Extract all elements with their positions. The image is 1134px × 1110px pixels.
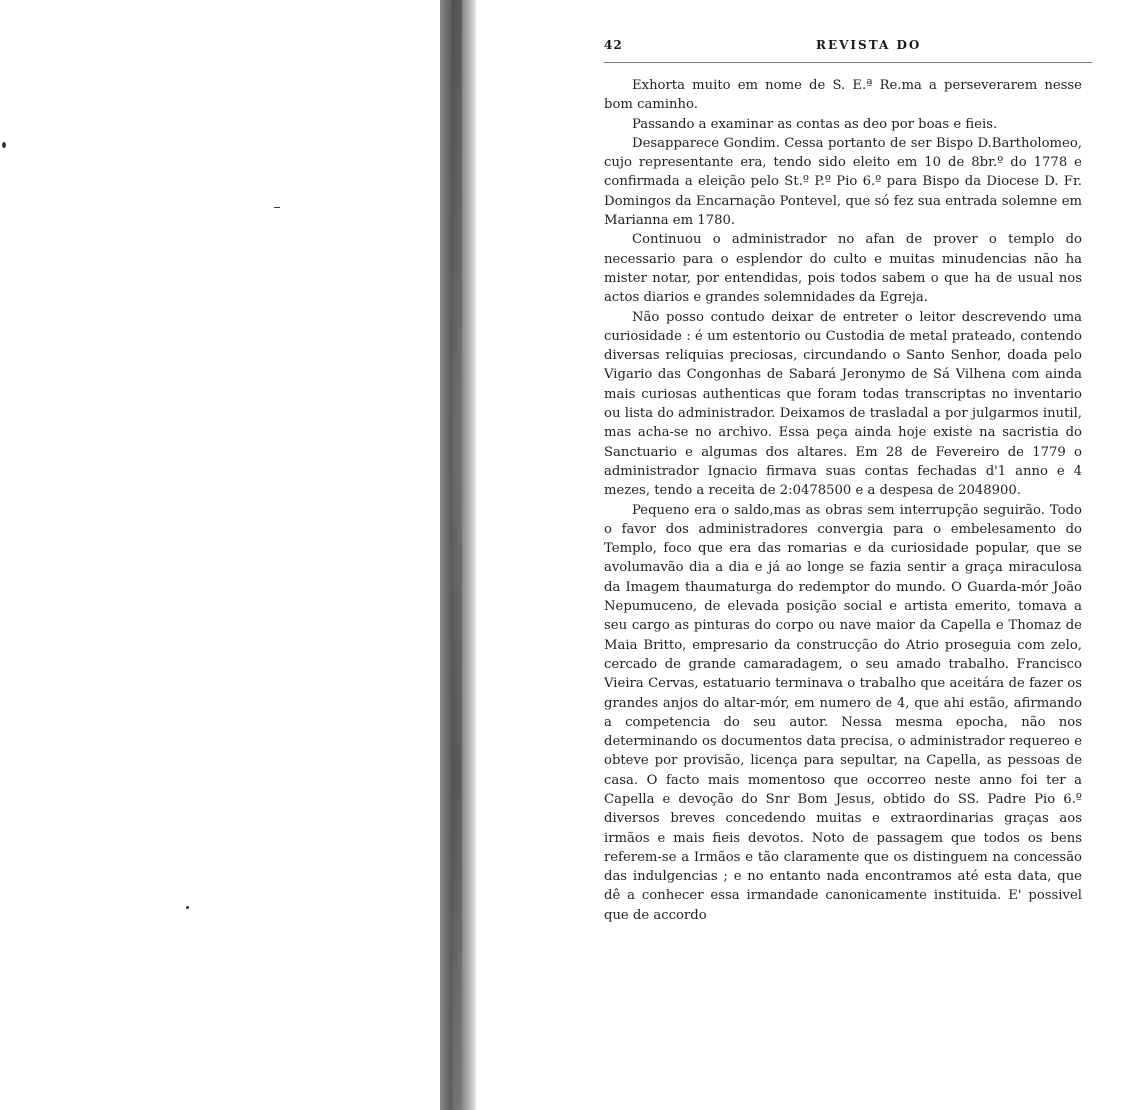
gutter-shadow <box>452 0 462 1110</box>
page-number: 42 <box>604 38 623 52</box>
paragraph: Passando a examinar as contas as deo por boas e fieis. <box>632 116 998 132</box>
paragraph: Desapparece Gondim. Cessa portanto de ser Bispo D.Bartholomeo, cujo representante era, tendo sido eleito em 10 de 8br.º do 1778 e confirmada a eleição pelo St.º P.º Pio 6.º para Bispo da Diocese D. Fr. Domingos da Encarnação Pontevel, que só fez sua entrada solemne em Marianna em 1780. <box>604 135 1082 229</box>
header-rule <box>604 62 1092 63</box>
printed-page <box>476 0 1134 1110</box>
journal-title: REVISTA DO <box>816 38 922 52</box>
paragraph: Não posso contudo deixar de entreter o leitor descrevendo uma curiosidade : é um estentorio ou Custodia de metal prateado, contendo diversas reliquias preciosas, circundando o Santo Senhor, doada pelo Vigario das Congonhas de Sabará Jeronymo de Sá Vilhena com ainda mais curiosas authenticas que foram todas transcriptas no inventario ou lista do administrador. Deixamos de trasladal a por julgarmos inutil, mas acha-se no archivo. Essa peça ainda hoje existe na sacristia do Sanctuario e algumas dos altares. Em 28 de Fevereiro de 1779 o administrador Ignacio firmava suas contas fechadas d'1 anno e 4 mezes, tendo a receita de 2:0478500 e a despesa de 2048900. <box>604 309 1082 499</box>
ink-speck <box>186 906 189 909</box>
body-text <box>604 76 1082 925</box>
ink-speck <box>2 142 6 148</box>
running-head <box>604 38 1094 58</box>
ink-speck <box>274 207 280 208</box>
blank-left-page <box>0 0 440 1110</box>
paragraph: Pequeno era o saldo,mas as obras sem interrupção seguirão. Todo o favor dos administradores convergia para o embelesamento do Templo, foco que era das romarias e da curiosidade popular, que se avolumavão dia a dia e já ao longe se fazia sentir a graça miraculosa da Imagem thaumaturga do redemptor do mundo. O Guarda-mór João Nepumuceno, de elevada posição social e artista emerito, tomava a seu cargo as pinturas do corpo ou nave maior da Capella e Thomaz de Maia Britto, empresario da construcção do Atrio proseguia com zelo, cercado de grande camaradagem, o seu amado trabalho. Francisco Vieira Cervas, estatuario terminava o trabalho que aceitára de fazer os grandes anjos do altar-mór, em numero de 4, que ahi estão, afirmando a competencia do seu autor. Nessa mesma epocha, não nos determinando os documentos data precisa, o administrador requereo e obteve por provisão, licença para sepultar, na Capella, as pessoas de casa. O facto mais momentoso que occorreo neste anno foi ter a Capella e devoção do Snr Bom Jesus, obtido do SS. Padre Pio 6.º diversos breves concedendo muitas e extraordinarias graças aos irmãos e mais fieis devotos. Noto de passagem que todos os bens referem-se a Irmãos e tão claramente que os distinguem na concessão das indulgencias ; e no entanto nada encontramos até esta data, que dê a conhecer essa irmandade canonicamente instituida. E' possivel que de accordo <box>604 502 1082 923</box>
paragraph: Continuou o administrador no afan de prover o templo do necessario para o esplendor do culto e muitas minudencias não ha mister notar, por entendidas, pois todos sabem o que ha de usual nos actos diarios e grandes solemnidades da Egreja. <box>604 232 1082 306</box>
paragraph: Exhorta muito em nome de S. E.ª Re.ma a perseverarem nesse bom caminho. <box>604 78 1082 113</box>
